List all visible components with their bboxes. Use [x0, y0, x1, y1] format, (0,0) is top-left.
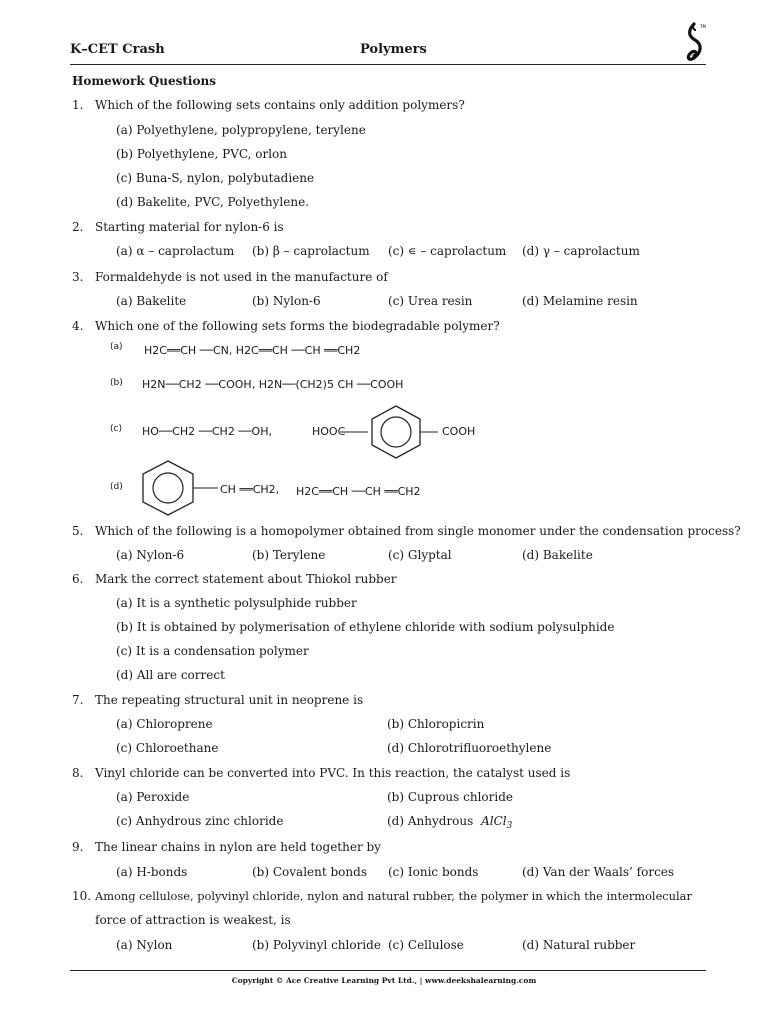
option-a: (a) α – caprolactum — [116, 244, 235, 258]
option-c: (c) ∊ – caprolactum — [388, 244, 507, 258]
question-text: Among cellulose, polyvinyl chloride, nylon and natural rubber, the polymer in which the intermolecular — [95, 889, 692, 903]
footer-copyright: Copyright © Ace Creative Learning Pvt Ltd., | www.deekshalearning.com — [231, 976, 537, 985]
option-a-formula: H2C══CH ──CN, H2C══CH ──CH ══CH2 — [144, 344, 361, 357]
question-number: 10. — [72, 889, 92, 903]
option-b: (b) Chloropicrin — [387, 717, 485, 731]
option-b: (b) Covalent bonds — [252, 865, 367, 879]
option-b: (b) β – caprolactum — [252, 244, 370, 258]
header-divider — [70, 64, 706, 65]
option-a: (a) Bakelite — [116, 294, 187, 308]
option-b-label: (b) — [110, 378, 123, 388]
question-text: The repeating structural unit in neoprene is — [95, 693, 364, 707]
option-b: (b) Cuprous chloride — [387, 790, 513, 804]
question-text: Which one of the following sets forms the biodegradable polymer? — [95, 319, 500, 333]
question-text: Starting material for nylon-6 is — [95, 220, 284, 234]
question-text-continued: force of attraction is weakest, is — [95, 913, 291, 927]
question-number: 5. — [72, 524, 84, 538]
benzene-ring-icon — [140, 458, 220, 518]
option-a: (a) Polyethylene, polypropylene, terylene — [116, 123, 366, 137]
option-a: (a) Nylon-6 — [116, 548, 185, 562]
option-c: (c) Cellulose — [388, 938, 464, 952]
svg-text:TM: TM — [700, 24, 706, 29]
option-d: (d) Natural rubber — [522, 938, 636, 952]
question-text: Mark the correct statement about Thiokol rubber — [95, 572, 397, 586]
header-course: K–CET Crash — [70, 42, 165, 57]
option-b: (b) Nylon-6 — [252, 294, 321, 308]
question-text: Which of the following sets contains only addition polymers? — [95, 98, 465, 112]
question-text: Formaldehyde is not used in the manufacture of — [95, 270, 388, 284]
option-b: (b) Polyvinyl chloride — [252, 938, 381, 952]
option-c: (c) Chloroethane — [116, 741, 219, 755]
leaf-swirl-logo-icon — [682, 22, 706, 66]
option-d: (d) All are correct — [116, 668, 225, 682]
question-number: 1. — [72, 98, 84, 112]
option-d-label: (d) — [110, 482, 123, 492]
option-a: (a) Nylon — [116, 938, 173, 952]
vinyl-group: CH ══CH2, — [220, 483, 280, 496]
section-title: Homework Questions — [72, 74, 216, 88]
question-number: 2. — [72, 220, 84, 234]
option-c: (c) Buna-S, nylon, polybutadiene — [116, 171, 315, 185]
option-d-formula: H2C══CH ──CH ══CH2 — [296, 485, 421, 498]
option-b-formula: H2N──CH2 ──COOH, H2N──(CH2)5 CH ──COOH — [142, 378, 404, 391]
hooc-group: HOOC — [312, 425, 346, 438]
question-number: 8. — [72, 766, 84, 780]
option-d: (d) Chlorotrifluoroethylene — [387, 741, 552, 755]
option-c-formula: HO──CH2 ──CH2 ──OH, — [142, 425, 272, 438]
option-b: (b) Terylene — [252, 548, 326, 562]
footer-divider — [70, 970, 706, 971]
benzene-ring-icon — [340, 402, 440, 462]
question-number: 6. — [72, 572, 84, 586]
option-b: (b) Polyethylene, PVC, orlon — [116, 147, 287, 161]
option-d: (d) Van der Waals’ forces — [522, 865, 675, 879]
cooh-group: COOH — [442, 425, 476, 438]
option-c-label: (c) — [110, 424, 122, 434]
header-topic: Polymers — [360, 42, 427, 57]
option-a: (a) H-bonds — [116, 865, 188, 879]
option-d: (d) Bakelite — [522, 548, 593, 562]
question-number: 9. — [72, 840, 84, 854]
option-d: (d) Bakelite, PVC, Polyethylene. — [116, 195, 310, 209]
option-d: (d) γ – caprolactum — [522, 244, 640, 258]
option-c: (c) Urea resin — [388, 294, 473, 308]
page-header — [70, 24, 706, 66]
option-a: (a) Peroxide — [116, 790, 190, 804]
option-b: (b) It is obtained by polymerisation of ethylene chloride with sodium polysulphide — [116, 620, 615, 634]
option-c: (c) Ionic bonds — [388, 865, 479, 879]
question-text: The linear chains in nylon are held together by — [95, 840, 381, 854]
question-number: 7. — [72, 693, 84, 707]
alcl3-formula: AlCl$_3$ — [481, 814, 513, 831]
question-text: Vinyl chloride can be converted into PVC. In this reaction, the catalyst used is — [95, 766, 571, 780]
option-c: (c) Anhydrous zinc chloride — [116, 814, 284, 828]
option-d — [387, 814, 512, 833]
option-a: (a) Chloroprene — [116, 717, 213, 731]
question-number: 4. — [72, 319, 84, 333]
question-text: Which of the following is a homopolymer obtained from single monomer under the condensation process? — [95, 524, 741, 538]
option-d: (d) Melamine resin — [522, 294, 638, 308]
option-a-label: (a) — [110, 342, 123, 352]
option-c: (c) It is a condensation polymer — [116, 644, 309, 658]
option-d-text: (d) Anhydrous — [387, 814, 474, 828]
question-number: 3. — [72, 270, 84, 284]
option-a: (a) It is a synthetic polysulphide rubber — [116, 596, 357, 610]
option-c: (c) Glyptal — [388, 548, 452, 562]
